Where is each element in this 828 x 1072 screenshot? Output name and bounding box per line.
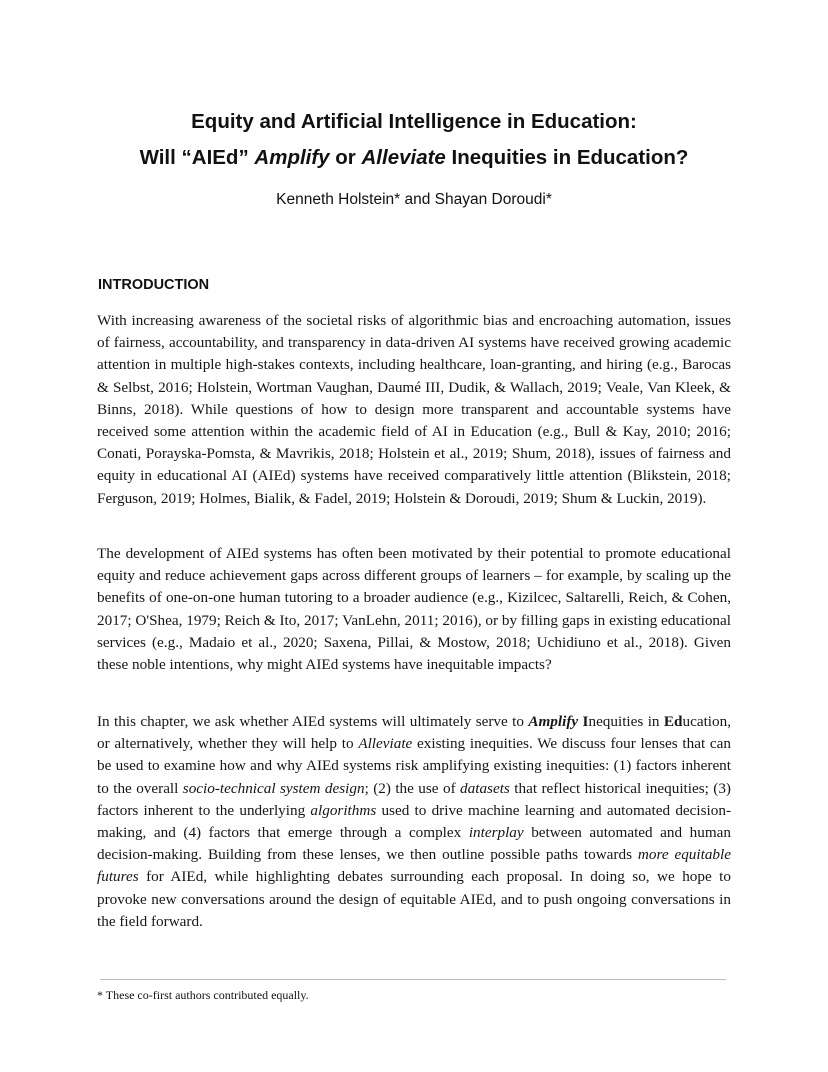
text-segment: The development of AIEd systems has often been motivated by their potential to promote educational equity and reduce achievement gaps across different groups of learners – for example, by scaling up the benefits of one-on-one human tutoring to a broader audience (e.g., Kizilcec, Saltarelli, Reich, & Cohen, 2017; O'Shea, 1979; Reich & Ito, 2017; VanLehn, 2011; 2016), or by filling gaps in existing educational services (e.g., Madaio et al., 2020; Saxena, Pillai, & Mostow, 2018; Uchidiuno et al., 2018). Given these noble intentions, why might AIEd systems have inequitable impacts? — [97, 545, 731, 674]
text-segment: Inequities in Education? — [445, 146, 689, 169]
text-segment: socio-technical system design — [182, 779, 365, 797]
text-segment: Amplify — [528, 713, 579, 730]
text-segment: interplay — [468, 824, 524, 842]
text-segment: algorithms — [310, 801, 377, 819]
text-segment: that reflect historical inequities; (3) factors inherent to the underlying — [97, 779, 731, 819]
paper-title-line-2 — [60, 146, 768, 170]
paper-title-line-1: Equity and Artificial Intelligence in Education: — [191, 110, 637, 133]
text-segment: ucation, or alternatively, whether they will help to — [97, 713, 731, 753]
paragraph-3 — [97, 711, 731, 933]
text-segment: more equitable futures — [97, 846, 731, 886]
text-segment: used to drive machine learning and automated decision-making, and (4) factors that emerge through a complex — [97, 801, 731, 842]
text-segment: for AIEd, while highlighting debates surrounding each proposal. In doing so, we hope to provoke new conversations around the design of equitable AIEd, and to push ongoing conversations in the field forward. — [97, 868, 731, 930]
text-segment: Amplify — [254, 146, 330, 169]
text-segment: ; (2) the use of — [364, 779, 461, 797]
text-segment: In this chapter, we ask whether AIEd systems will ultimately serve to — [97, 713, 529, 730]
text-segment: datasets — [460, 779, 510, 797]
text-segment: Will “AIEd” — [139, 146, 255, 169]
text-segment: With increasing awareness of the societal risks of algorithmic bias and encroaching automation, issues of fairness, accountability, and transparency in data-driven AI systems have received growing academic attention in multiple high-stakes contexts, including healthcare, loan-granting, and hiring (e.g., Barocas & Selbst, 2016; Holstein, Wortman Vaughan, Daumé III, Dudik, & Wallach, 2019; Veale, Van Kleek, & Binns, 2018). While questions of how to design more transparent and accountable systems have received some attention within the academic field of AI in Education (e.g., Bull & Kay, 2010; 2016; Conati, Porayska-Pomsta, & Mavrikis, 2018; Holstein et al., 2019; Shum, 2018), issues of fairness and equity in educational AI (AIEd) systems have received comparatively little attention (Blikstein, 2018; Ferguson, 2019; Holmes, Bialik, & Fadel, 2019; Holstein & Doroudi, 2019; Shum & Luckin, 2019). — [97, 312, 731, 507]
text-segment: Alleviate — [358, 735, 413, 753]
text-segment: or — [329, 146, 362, 169]
footnote-divider — [100, 979, 726, 980]
footnote: * These co-first authors contributed equally. — [97, 988, 309, 1002]
paragraph-2 — [97, 543, 731, 676]
text-segment: between automated and human decision-making. Building from these lenses, we then outline possible paths towards — [97, 824, 732, 864]
text-segment: I — [582, 713, 589, 730]
text-segment: Alleviate — [361, 146, 446, 169]
text-segment: nequities in — [588, 713, 664, 730]
section-heading-introduction: INTRODUCTION — [98, 277, 210, 293]
author-list: Kenneth Holstein* and Shayan Doroudi* — [276, 191, 552, 208]
text-segment: existing inequities. We discuss four lenses that can be used to examine how and why AIEd systems risk amplifying existing inequities: (1) factors inherent to the overall — [97, 735, 732, 797]
paragraph-1 — [97, 310, 731, 510]
text-segment: Ed — [663, 713, 683, 730]
